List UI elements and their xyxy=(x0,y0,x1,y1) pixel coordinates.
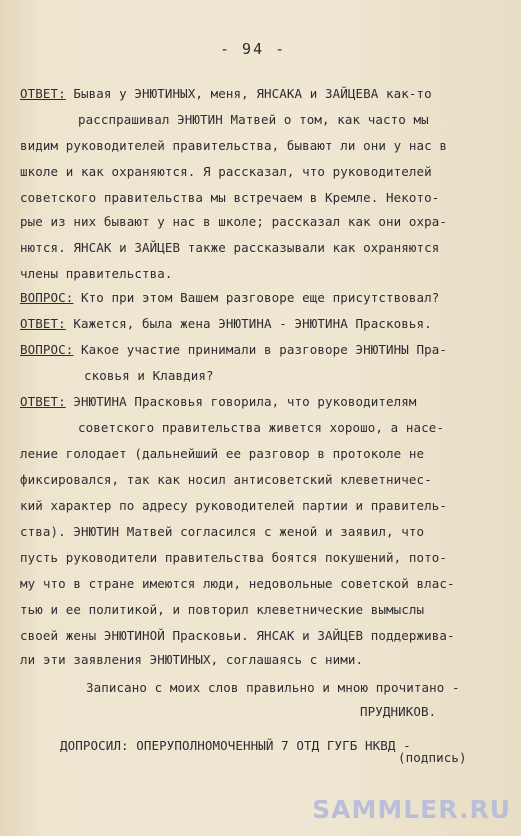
line-text: Какое участие принимали в разговоре ЭНЮТИНЫ Пра- xyxy=(73,342,448,357)
line-text: видим руководителей правительства, бывают ли они у нас в xyxy=(20,138,448,153)
text-line xyxy=(20,394,417,409)
text-line xyxy=(20,576,455,591)
line-text: нются. ЯНСАК и ЗАЙЦЕВ также рассказывали как охраняются xyxy=(20,240,440,255)
line-label: ВОПРОС: xyxy=(20,342,74,357)
text-line xyxy=(20,190,439,205)
text-line xyxy=(20,446,424,461)
line-text: му что в стране имеются люди, недовольные советской влас- xyxy=(20,576,455,591)
line-text: ЭНЮТИНА Прасковья говорила, что руководителям xyxy=(65,394,417,409)
line-text: своей жены ЭНЮТИНОЙ Прасковьи. ЯНСАК и ЗАЙЦЕВ поддержива- xyxy=(20,628,455,643)
text-line xyxy=(20,316,432,331)
line-text: члены правительства. xyxy=(20,266,173,281)
text-line xyxy=(20,214,447,229)
watermark: SAMMLER.RU xyxy=(312,795,511,824)
text-line xyxy=(20,240,439,255)
line-text: пусть руководители правительства боятся покушений, пото- xyxy=(20,550,448,565)
line-text: ли эти заявления ЭНЮТИНЫХ, соглашаясь с ними. xyxy=(20,652,364,667)
text-line xyxy=(20,342,447,357)
text-line xyxy=(20,498,447,513)
line-text: кий характер по адресу руководителей партии и правитель- xyxy=(20,498,448,513)
text-line xyxy=(20,602,424,617)
text-line xyxy=(20,86,432,101)
line-text: ДОПРОСИЛ: ОПЕРУПОЛНОМОЧЕННЫЙ 7 ОТД ГУГБ НКВД - xyxy=(60,738,411,753)
text-line xyxy=(78,112,429,127)
line-text: школе и как охраняются. Я рассказал, что руководителей xyxy=(20,164,432,179)
text-line xyxy=(20,472,432,487)
page-number: - 94 - xyxy=(220,40,287,58)
line-label: ОТВЕТ: xyxy=(20,394,66,409)
line-label: ОТВЕТ: xyxy=(20,316,66,331)
line-text: Записано с моих слов правильно и мною прочитано - xyxy=(86,680,460,695)
line-text: советского правительства мы встречаем в Кремле. Некото- xyxy=(20,190,440,205)
line-text: фиксировался, так как носил антисоветский клеветничес- xyxy=(20,472,432,487)
line-text: Кто при этом Вашем разговоре еще присутствовал? xyxy=(73,290,440,305)
text-line xyxy=(20,652,363,667)
line-text: Бывая у ЭНЮТИНЫХ, меня, ЯНСАКА и ЗАЙЦЕВА как-то xyxy=(65,86,432,101)
text-line xyxy=(20,164,432,179)
text-line xyxy=(84,368,214,383)
text-line xyxy=(20,550,447,565)
text-line xyxy=(360,704,436,719)
line-text: (подпись) xyxy=(398,750,467,765)
text-line xyxy=(20,266,173,281)
text-line xyxy=(398,750,467,765)
text-line xyxy=(20,628,455,643)
line-text: Кажется, была жена ЭНЮТИНА - ЭНЮТИНА Прасковья. xyxy=(65,316,432,331)
text-line xyxy=(20,138,447,153)
line-label: ВОПРОС: xyxy=(20,290,74,305)
text-line xyxy=(60,738,411,753)
line-label: ОТВЕТ: xyxy=(20,86,66,101)
line-text: ства). ЭНЮТИН Матвей согласился с женой и заявил, что xyxy=(20,524,425,539)
text-line xyxy=(20,524,424,539)
text-line xyxy=(78,420,444,435)
line-text: расспрашивал ЭНЮТИН Матвей о том, как часто мы xyxy=(78,112,429,127)
line-text: советского правительства живется хорошо, а насе- xyxy=(78,420,445,435)
line-text: тью и ее политикой, и повторил клеветнические вымыслы xyxy=(20,602,425,617)
line-text: рые из них бывают у нас в школе; рассказал как они охра- xyxy=(20,214,448,229)
bleed-through-text xyxy=(40,0,500,8)
text-line xyxy=(20,290,439,305)
line-text: ПРУДНИКОВ. xyxy=(360,704,437,719)
line-text: ление голодает (дальнейший ее разговор в протоколе не xyxy=(20,446,425,461)
text-line xyxy=(86,680,460,695)
line-text: сковья и Клавдия? xyxy=(84,368,214,383)
